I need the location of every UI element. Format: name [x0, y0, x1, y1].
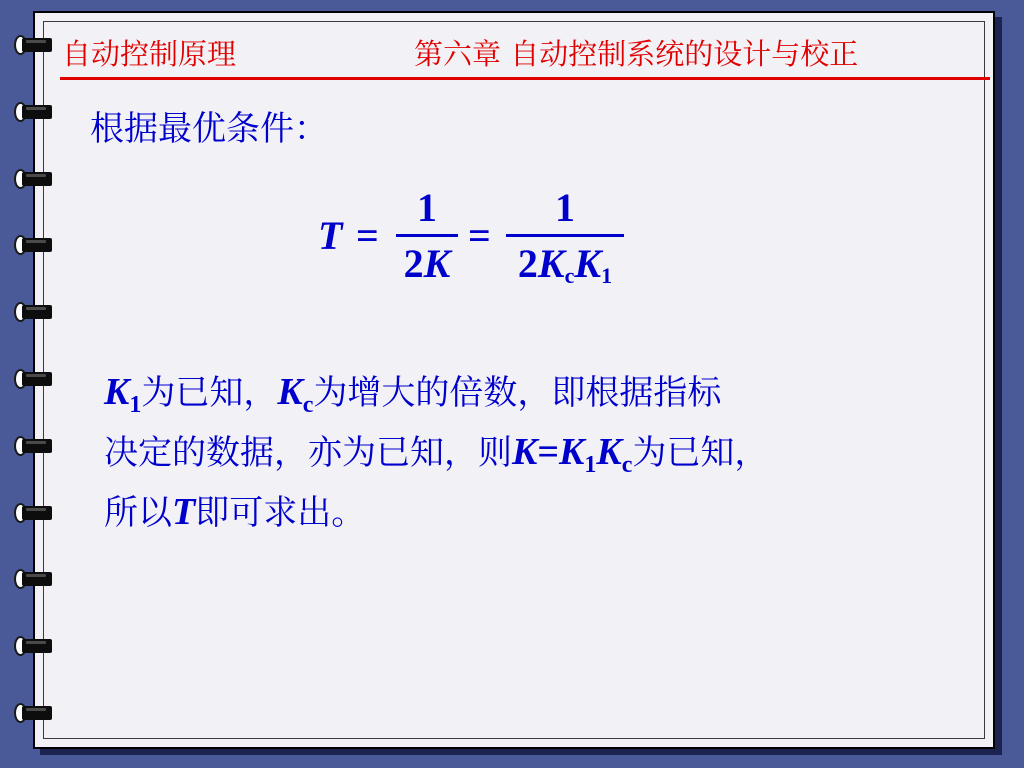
spiral-ring-icon: [14, 703, 54, 723]
fraction-2: [506, 186, 624, 296]
ring-bar: [22, 38, 52, 52]
fraction-1-coef: 2: [403, 241, 424, 286]
var-kc: K: [277, 371, 303, 413]
course-title: 自动控制原理: [62, 37, 237, 71]
ring-bar: [22, 572, 52, 586]
header-divider: [60, 77, 990, 80]
var-t: T: [172, 491, 196, 533]
var-k: K: [512, 431, 538, 473]
spiral-ring-icon: [14, 235, 54, 255]
ring-bar: [22, 372, 52, 386]
var-kc-b: K: [596, 431, 622, 473]
spiral-ring-icon: [14, 636, 54, 656]
formula-equals-2: =: [468, 213, 491, 258]
ring-bar: [22, 506, 52, 520]
formula-lhs: T: [318, 213, 343, 258]
fraction-2-coef: 2: [517, 241, 538, 286]
chapter-title: 第六章 自动控制系统的设计与校正: [414, 37, 859, 71]
section-heading: 根据最优条件：: [90, 109, 328, 149]
ring-bar: [22, 105, 52, 119]
spiral-ring-icon: [14, 35, 54, 55]
formula-equals-1: =: [356, 213, 379, 258]
text-can-be-found: 即可求出。: [195, 493, 366, 533]
text-determined: 决定的数据，亦为已知，则: [104, 433, 512, 473]
fraction-2-sub-1: 1: [601, 263, 613, 288]
text-gain-factor: 为增大的倍数，即根据指标: [313, 373, 722, 413]
fraction-2-var-kc: K: [537, 241, 565, 286]
paragraph-line-3: [104, 485, 994, 541]
var-k1-b: K: [559, 431, 585, 473]
spiral-ring-icon: [14, 503, 54, 523]
ring-bar: [22, 439, 52, 453]
var-k1-sub: 1: [129, 392, 142, 418]
spiral-ring-icon: [14, 102, 54, 122]
var-kc-b-sub: c: [621, 452, 633, 478]
ring-bar: [22, 305, 52, 319]
equals-sign: =: [537, 431, 560, 473]
ring-bar: [22, 238, 52, 252]
text-known-2: 为已知，: [632, 433, 769, 473]
ring-bar: [22, 706, 52, 720]
fraction-2-sub-c: c: [564, 263, 575, 288]
paragraph-line-1: [104, 365, 994, 425]
spiral-ring-icon: [14, 169, 54, 189]
explanation-paragraph: [104, 365, 994, 541]
fraction-1-bar: [396, 234, 458, 237]
spiral-ring-icon: [14, 369, 54, 389]
var-k1: K: [104, 371, 130, 413]
ring-bar: [22, 639, 52, 653]
fraction-1-numerator: 1: [417, 185, 437, 230]
var-kc-sub: c: [302, 392, 314, 418]
fraction-2-var-k1: K: [574, 241, 602, 286]
spiral-ring-icon: [14, 569, 54, 589]
ring-bar: [22, 172, 52, 186]
paragraph-line-2: [104, 425, 994, 485]
fraction-1: [396, 186, 458, 296]
fraction-1-denominator: [396, 242, 458, 286]
fraction-2-bar: [506, 234, 624, 237]
fraction-2-numerator: 1: [555, 185, 575, 230]
fraction-1-var: K: [423, 241, 451, 286]
spiral-ring-icon: [14, 302, 54, 322]
var-k1-b-sub: 1: [584, 452, 597, 478]
fraction-2-denominator: [506, 242, 624, 292]
spiral-ring-icon: [14, 436, 54, 456]
text-therefore: 所以: [104, 493, 172, 533]
text-known: 为已知，: [141, 373, 278, 413]
